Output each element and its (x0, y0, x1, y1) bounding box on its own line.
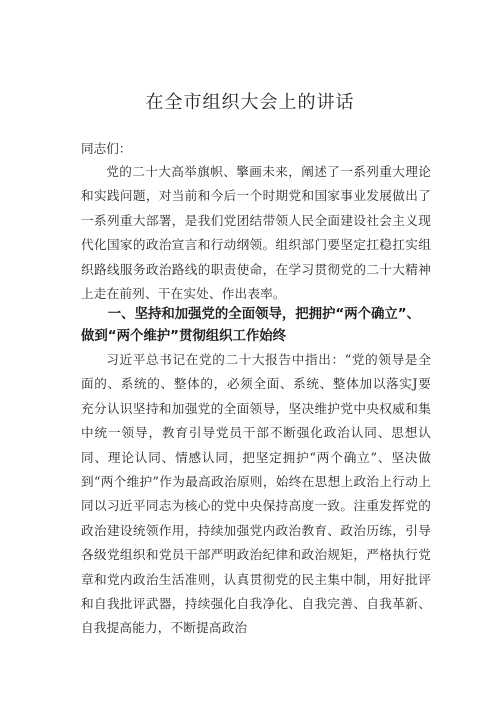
salutation: 同志们： (81, 141, 132, 156)
intro-section (81, 160, 431, 306)
section-heading: 一、坚持和加强党的全面领导，把拥护“两个确立”、做到“两个维护”贯彻组织工作始终 (81, 307, 420, 344)
document-title: 在全市组织大会上的讲话 (145, 92, 355, 113)
paragraph-intro: 党的二十大高举旗帜、擎画未来，阐述了一系列重大理论和实践问题，对当前和今后一个时期党和国家事业发展做出了一系列重大部署，是我们党团结带领人民全面建设社会主义现代化国家的政治宣言和行动纲领。组织部门要坚定扛稳扛实组织路线服务政治路线的职责使命，在学习贯彻党的二十大精神上走在前列、干在实处、作出表率。 (81, 164, 431, 302)
section-body (81, 348, 431, 641)
paragraph-section-one: 习近平总书记在党的二十大报告中指出：“党的领导是全面的、系统的、整体的，必须全面、系统、整体加以落实J要充分认识坚持和加强党的全面领导，坚决维护党中央权威和集中统一领导，教育引导党员干部不断强化政治认同、思想认同、理论认同、情感认同，把坚定拥护“两个确立”、坚决做到“两个维护”作为最高政治原则，始终在思想上政治上行动上同以习近平同志为核心的党中央保持高度一致。注重发挥党的政治建设统领作用，持续加强党内政治教育、政治历练，引导各级党组织和党员干部严明政治纪律和政治规矩，严格执行党章和党内政治生活准则，认真贯彻党的民主集中制，用好批评和自我批评武器，持续强化自我净化、自我完善、自我革新、自我提高能力，不断提高政治 (81, 352, 431, 636)
